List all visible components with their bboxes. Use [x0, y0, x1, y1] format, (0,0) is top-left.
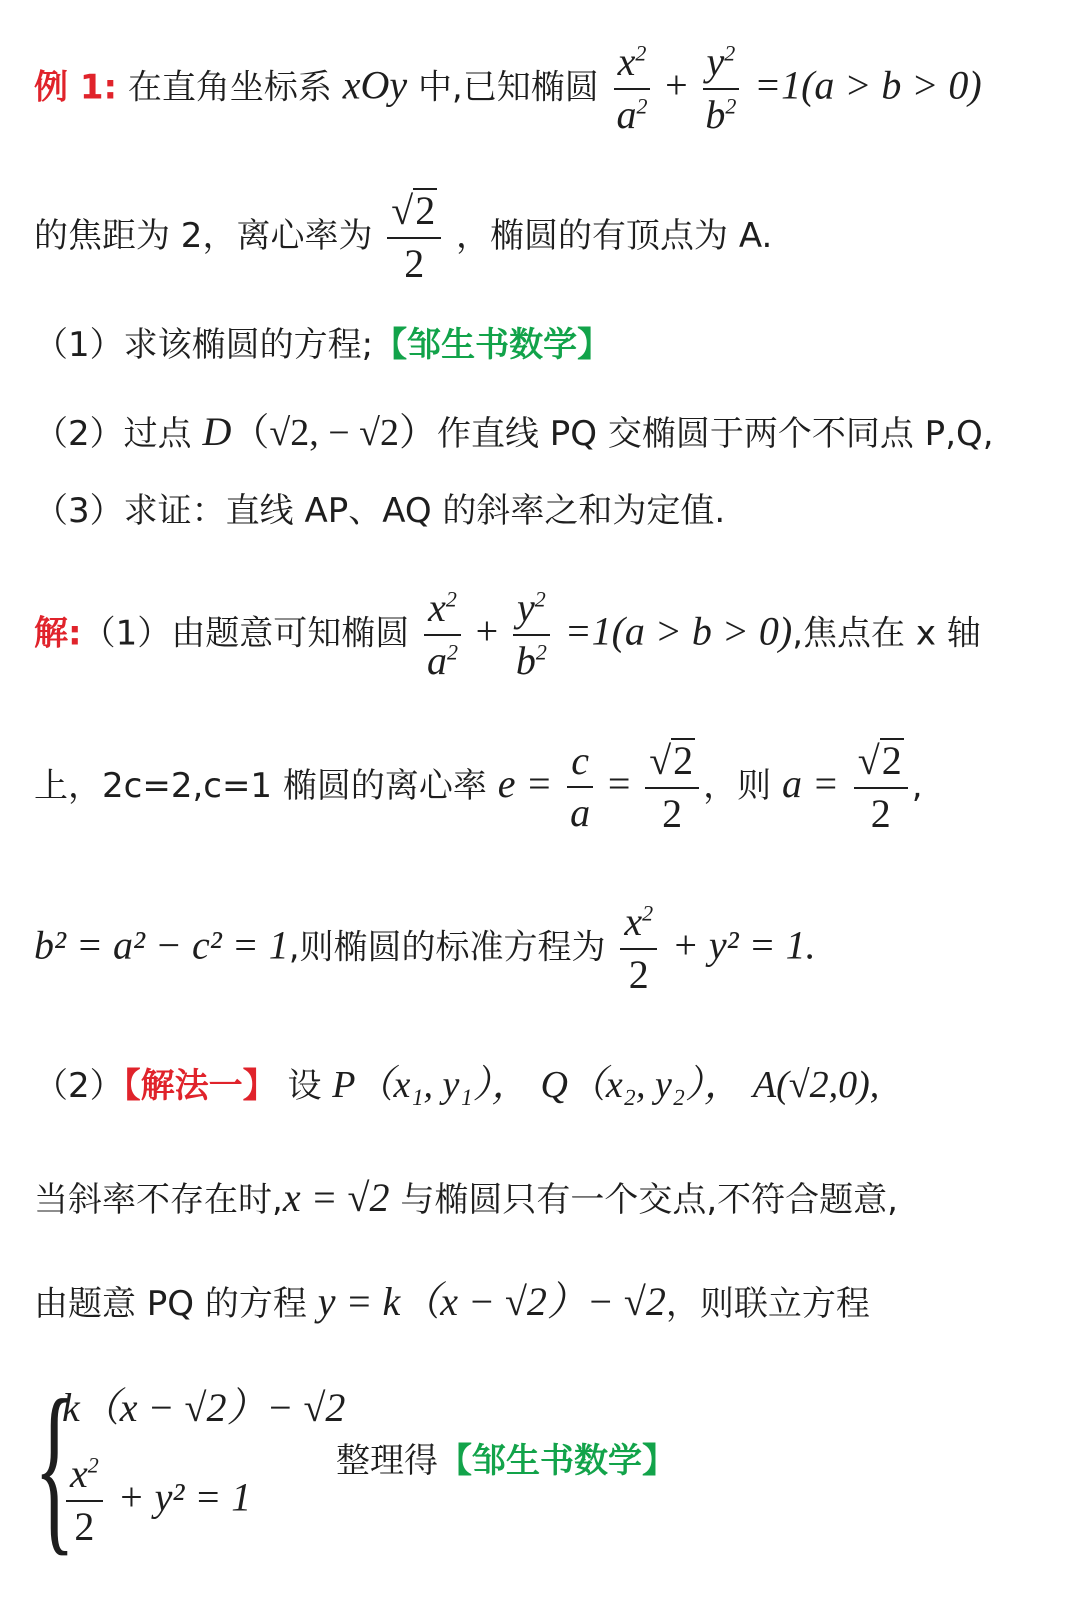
- slope-not-exist-text: 当斜率不存在时,: [34, 1180, 283, 1220]
- fraction-c-over-a: $\frac{c}{a}$: [567, 739, 593, 837]
- method-1-line: [34, 1066, 879, 1104]
- solution-focus-text: ,焦点在 x 轴: [792, 613, 981, 654]
- pq-equation-text: 由题意 PQ 的方程: [34, 1284, 307, 1324]
- fraction-y2-b2: $\frac{y^2}{b^2}$: [703, 40, 740, 138]
- system-equation-1: k（x − √2）− √2: [62, 1385, 346, 1430]
- question-1-text: （1）求该椭圆的方程;: [34, 325, 374, 365]
- standard-equation-end: + y² = 1.: [671, 922, 816, 968]
- example-line-1: 例 1: 在直角坐标系 xOy 中,已知椭圆 $\frac{x^2}{a^2}$ + $\frac{y^2}{b^2}$ =1(a > b > 0): [34, 39, 982, 137]
- simultaneous-text: ，则联立方程: [665, 1284, 870, 1324]
- point-p: P（x₁, y₁），: [332, 1064, 530, 1106]
- system-equation-2-end: + y² = 1: [117, 1474, 252, 1520]
- system-eq-1: [62, 1385, 346, 1430]
- example-intro-text-2: 中,已知椭圆: [417, 67, 599, 108]
- one-intersection-text: 与椭圆只有一个交点,不符合题意,: [400, 1180, 898, 1220]
- solution-line-1: 解:（1）由题意可知椭圆 $\frac{x^2}{a^2}$ + $\frac{y^2}{b^2}$ =1(a > b > 0),焦点在 x 轴: [34, 585, 981, 683]
- fraction-x2-over-2-sys: $\frac{x^2}{2}$: [66, 1452, 103, 1550]
- question-2-prefix: （2）过点: [34, 414, 192, 454]
- simplify-text: 整理得: [336, 1441, 438, 1481]
- solution-line-2: [34, 738, 923, 837]
- focal-text: 的焦距为 2，离心率为: [34, 215, 373, 256]
- method-line-3: [34, 1279, 870, 1324]
- equals-sign: =: [607, 760, 631, 806]
- solution-label: 解:: [34, 613, 82, 654]
- let-text: 设: [287, 1066, 322, 1106]
- standard-equation-text: ,则椭圆的标准方程为: [288, 927, 606, 968]
- left-brace: {: [34, 1362, 76, 1572]
- comma: ,: [911, 765, 923, 806]
- eccentricity-text: 上，2c=2,c=1 椭圆的离心率: [34, 765, 487, 806]
- eccentricity-e: e =: [497, 760, 553, 806]
- point-q: Q（x₂, y₂），: [540, 1064, 743, 1106]
- question-1: [34, 325, 612, 365]
- part-2-prefix: （2）: [34, 1066, 124, 1106]
- fraction-sqrt2-over-2: $\frac{√2}{2}$: [387, 188, 441, 287]
- fraction-x2-a2-sol: $\frac{x^2}{a^2}$: [424, 586, 461, 684]
- example-intro-text: 在直角坐标系: [127, 67, 332, 108]
- fraction-y2-b2-sol: $\frac{y^2}{b^2}$: [513, 586, 550, 684]
- question-2: [34, 409, 994, 454]
- watermark-tag-2: 【邹生书数学】: [438, 1441, 676, 1481]
- point-d-coord: （√2, − √2）: [231, 412, 437, 454]
- pq-equation: y = k（x − √2）− √2: [317, 1279, 666, 1324]
- question-2-text: 作直线 PQ 交椭圆于两个不同点 P,Q,: [437, 414, 994, 454]
- fraction-sqrt2-over-2-a: $\frac{√2}{2}$: [854, 738, 908, 837]
- solution-condition: =1(a > b > 0): [564, 608, 793, 654]
- point-d: D: [202, 409, 232, 454]
- vertex-text: ，椭圆的有顶点为 A.: [456, 215, 773, 256]
- fraction-x2-over-2: $\frac{x^2}{2}$: [620, 900, 657, 998]
- method-line-2: [34, 1175, 898, 1220]
- system-eq-2: [62, 1452, 251, 1550]
- a-equals: a =: [781, 760, 839, 806]
- fraction-x2-a2: $\frac{x^2}{a^2}$: [614, 40, 651, 138]
- question-3-text: （3）求证：直线 AP、AQ 的斜率之和为定值.: [34, 491, 726, 531]
- example-label: 例 1:: [34, 67, 118, 108]
- solution-1-text: （1）由题意可知椭圆: [81, 613, 410, 654]
- system-result: [336, 1441, 676, 1481]
- fraction-sqrt2-over-2-e: $\frac{√2}{2}$: [645, 738, 699, 837]
- b-squared-formula: b² = a² − c² = 1: [34, 922, 289, 968]
- example-line-2: [34, 188, 772, 287]
- x-equals-sqrt2: x = √2: [282, 1175, 390, 1220]
- method-1-tag: 【解法一】: [123, 1066, 277, 1106]
- coord-system: xOy: [342, 62, 408, 108]
- point-a: A(√2,0),: [752, 1064, 880, 1106]
- question-3: [34, 491, 726, 531]
- solution-line-3: [34, 900, 816, 998]
- ellipse-condition: =1(a > b > 0): [754, 62, 982, 108]
- watermark-tag-1: 【邹生书数学】: [373, 325, 612, 365]
- then-text: ，则: [703, 765, 772, 806]
